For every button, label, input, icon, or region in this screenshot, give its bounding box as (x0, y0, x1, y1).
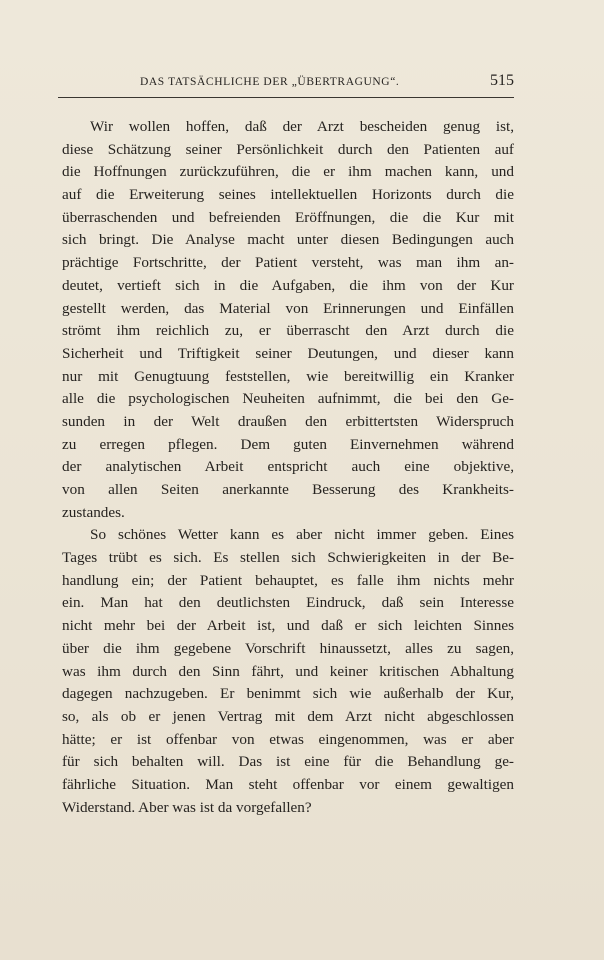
text-line: von allen Seiten anerkannte Besserung des Krankheits- (62, 481, 514, 498)
text-line: so, als ob er jenen Vertrag mit dem Arzt nicht abgeschlossen (62, 707, 514, 725)
text-line: dagegen nachzugeben. Er benimmt sich wie außerhalb der Kur, (62, 685, 514, 703)
text-line: die Hoffnungen zurückzuführen, die er ihm machen kann, und (62, 163, 514, 181)
text-line: für sich behalten will. Das ist eine für die Behandlung ge- (62, 753, 514, 771)
text-line: fährliche Situation. Man steht offenbar vor einem gewaltigen (62, 775, 514, 793)
text-line: zu erregen pflegen. Dem guten Einvernehmen während (62, 435, 514, 453)
text-line: überraschenden und befreienden Eröffnungen, die die Kur mit (62, 208, 514, 226)
paragraph (62, 116, 514, 524)
text-line: auf die Erweiterung seines intellektuellen Horizonts durch die (62, 186, 514, 204)
text-line: über die ihm gegebene Vorschrift hinaussetzt, alles zu sagen, (62, 639, 514, 657)
text-line: Widerstand. Aber was ist da vorgefallen? (62, 798, 312, 816)
text-line: Tages trübt es sich. Es stellen sich Schwierigkeiten in der Be- (62, 549, 514, 567)
text-line: der analytischen Arbeit entspricht auch eine objektive, (62, 458, 514, 476)
text-line: was ihm durch den Sinn fährt, und keiner kritischen Abhaltung (62, 662, 514, 680)
text-line: hätte; er ist offenbar von etwas eingenommen, was er aber (62, 730, 514, 748)
text-line: deutet, vertieft sich in die Aufgaben, die ihm von der Kur (62, 276, 514, 294)
running-head: DAS TATSÄCHLICHE DER „ÜBERTRAGUNG“. (140, 76, 400, 88)
page-number: 515 (490, 72, 514, 89)
text-line: handlung ein; der Patient behauptet, es falle ihm nichts mehr (62, 571, 514, 589)
paragraph (62, 524, 514, 819)
text-line: nur mit Genugtuung feststellen, wie bereitwillig ein Kranker (62, 367, 514, 385)
text-line: gestellt werden, das Material von Erinnerungen und Einfällen (62, 299, 514, 317)
body-text (62, 116, 514, 819)
text-line: zustandes. (62, 503, 125, 521)
text-line: alle die psychologischen Neuheiten aufnimmt, die bei den Ge- (62, 390, 514, 408)
text-line: diese Schätzung seiner Persönlichkeit durch den Patienten auf (62, 140, 514, 158)
text-line: prächtige Fortschritte, der Patient versteht, was man ihm an- (62, 254, 514, 272)
text-line: sunden in der Welt draußen den erbittertsten Widerspruch (62, 412, 514, 430)
text-line: Sicherheit und Triftigkeit seiner Deutungen, und dieser kann (62, 344, 514, 362)
text-line: So schönes Wetter kann es aber nicht immer geben. Eines (90, 526, 514, 544)
text-line: Wir wollen hoffen, daß der Arzt bescheiden genug ist, (90, 118, 514, 135)
page-header (58, 72, 514, 96)
header-rule (58, 97, 514, 98)
text-line: strömt ihm reichlich zu, er überrascht den Arzt durch die (62, 322, 514, 340)
text-line: ein. Man hat den deutlichsten Eindruck, daß sein Interesse (62, 594, 514, 612)
text-line: sich bringt. Die Analyse macht unter diesen Bedingungen auch (62, 231, 514, 249)
text-line: nicht mehr bei der Arbeit ist, und daß er sich leichten Sinnes (62, 617, 514, 635)
